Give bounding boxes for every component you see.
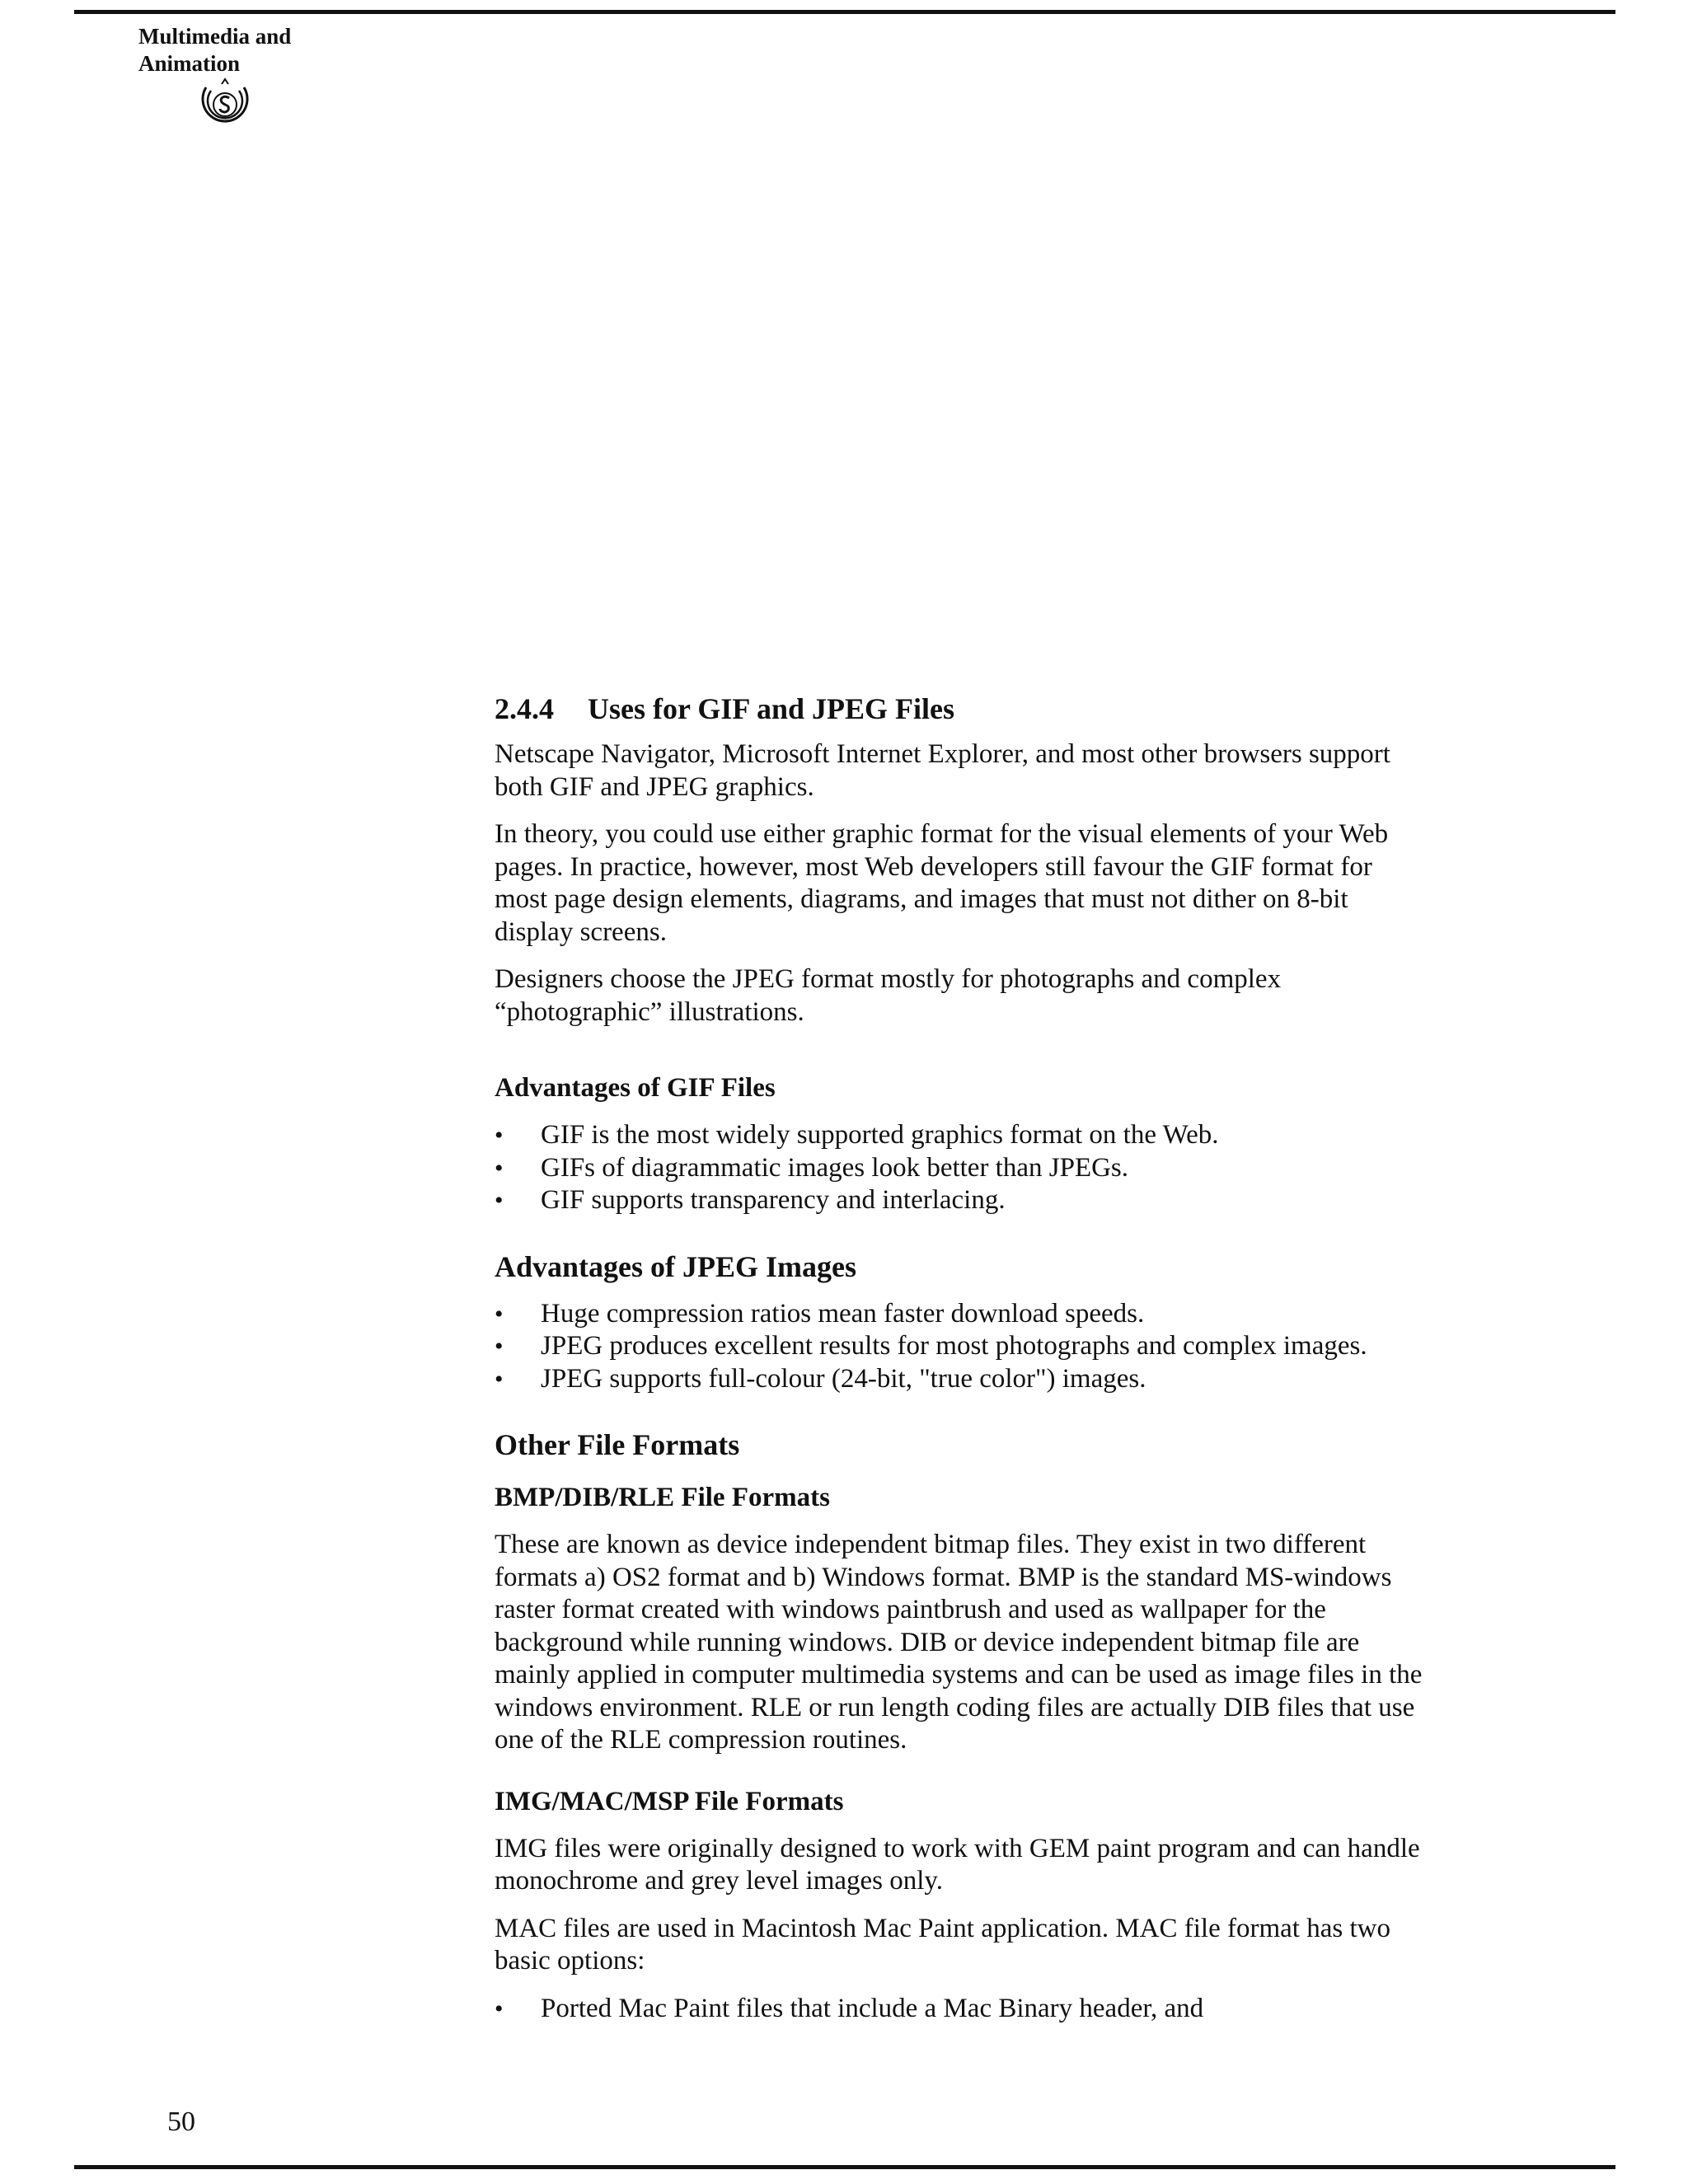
text-line: formats a) OS2 format and b) Windows format. BMP is the standard MS-windows (495, 1562, 1392, 1592)
page-content (495, 691, 1484, 2025)
text-line: monochrome and grey level images only. (495, 1866, 944, 1896)
running-head-line-1: Multimedia and (138, 24, 292, 49)
paragraph-theory (495, 818, 1484, 949)
img-heading: IMG/MAC/MSP File Formats (495, 1786, 844, 1816)
gif-advantages-heading: Advantages of GIF Files (495, 1073, 776, 1103)
text-line: In theory, you could use either graphic format for the visual elements of your Web (495, 819, 1389, 849)
text-line: display screens. (495, 916, 667, 947)
section-title: Uses for GIF and JPEG Files (588, 692, 955, 725)
section-number: 2.4.4 (495, 692, 554, 725)
page-number: 50 (167, 2107, 195, 2137)
running-head (138, 23, 291, 77)
paragraph-browsers (495, 738, 1484, 804)
text-line: “photographic” illustrations. (495, 996, 804, 1027)
text-line: windows environment. RLE or run length coding files are actually DIB files that use (495, 1692, 1415, 1722)
mac-options-list (495, 1993, 1484, 2026)
text-line: mainly applied in computer multimedia systems and can be used as image files in the (495, 1660, 1423, 1690)
text-line: basic options: (495, 1946, 645, 1975)
top-rule (74, 10, 1615, 14)
list-item: • GIFs of diagrammatic images look better than JPEGs. (495, 1152, 1484, 1185)
section-heading (495, 691, 1484, 727)
text-line: Netscape Navigator, Microsoft Internet Explorer, and most other browsers support (495, 739, 1390, 769)
bottom-rule (74, 2165, 1615, 2169)
paragraph-designers (495, 963, 1484, 1029)
text-line: one of the RLE compression routines. (495, 1725, 907, 1755)
other-formats-heading: Other File Formats (495, 1428, 740, 1461)
jpeg-advantages-heading: Advantages of JPEG Images (495, 1249, 856, 1283)
list-item: • JPEG supports full-colour (24-bit, "true color") images. (495, 1363, 1484, 1396)
bmp-heading: BMP/DIB/RLE File Formats (495, 1483, 830, 1512)
list-item: • Huge compression ratios mean faster download speeds. (495, 1298, 1484, 1331)
text-line: pages. In practice, however, most Web developers still favour the GIF format for (495, 851, 1372, 882)
text-line: MAC files are used in Macintosh Mac Paint application. MAC file format has two (495, 1913, 1390, 1943)
text-line: background while running windows. DIB or device independent bitmap file are (495, 1627, 1360, 1657)
text-line: both GIF and JPEG graphics. (495, 771, 814, 802)
list-item: • GIF is the most widely supported graphics format on the Web. (495, 1119, 1484, 1152)
running-head-line-2: Animation (138, 51, 241, 76)
text-line: IMG files were originally designed to work with GEM paint program and can handle (495, 1833, 1420, 1863)
paragraph-bmp (495, 1529, 1484, 1757)
gif-advantages-list (495, 1119, 1484, 1217)
list-item: • JPEG produces excellent results for most photographs and complex images. (495, 1330, 1484, 1363)
text-line: most page design elements, diagrams, and images that must not dither on 8-bit (495, 884, 1348, 914)
text-line: These are known as device independent bitmap files. They exist in two different (495, 1530, 1367, 1559)
list-item: • Ported Mac Paint files that include a Mac Binary header, and (495, 1993, 1484, 2026)
jpeg-advantages-list (495, 1298, 1484, 1396)
university-emblem-icon (199, 77, 251, 129)
list-item: • GIF supports transparency and interlacing. (495, 1184, 1484, 1217)
paragraph-mac (495, 1913, 1484, 1978)
text-line: Designers choose the JPEG format mostly for photographs and complex (495, 964, 1282, 994)
paragraph-img (495, 1833, 1484, 1898)
text-line: raster format created with windows paintbrush and used as wallpaper for the (495, 1595, 1326, 1624)
